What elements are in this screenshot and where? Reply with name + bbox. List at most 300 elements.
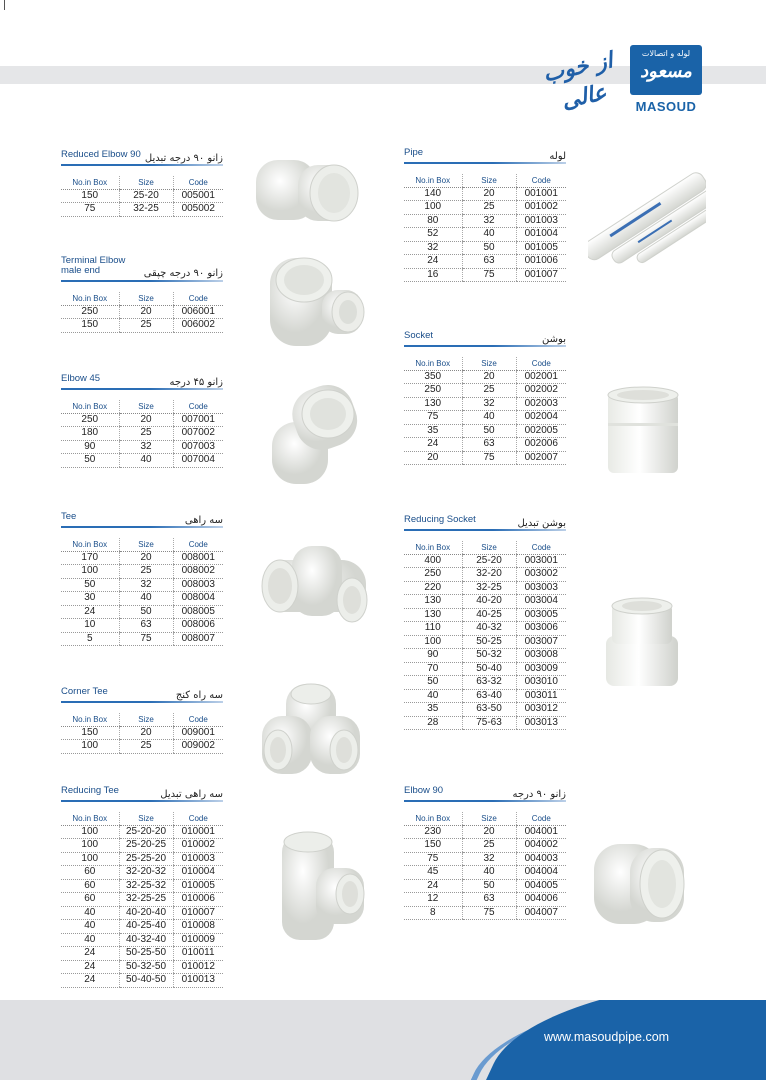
cell-size: 25 (119, 427, 173, 441)
cell-box: 100 (61, 852, 119, 866)
table-row (61, 866, 223, 880)
cell-size: 75-63 (462, 716, 516, 730)
product-table (61, 400, 223, 468)
section-title-en: Reduced Elbow 90 (61, 149, 141, 160)
cell-box: 40 (404, 689, 462, 703)
cell-box: 75 (404, 411, 462, 425)
cell-code: 001006 (516, 255, 566, 269)
cell-code: 009001 (173, 726, 223, 740)
cell-box: 40 (61, 933, 119, 947)
table-row (61, 974, 223, 988)
section-title-en: Elbow 45 (61, 373, 101, 384)
cell-size: 40-20-40 (119, 906, 173, 920)
cell-box: 230 (404, 825, 462, 839)
table-row (404, 228, 566, 242)
table-row (404, 268, 566, 282)
col-header-code: Code (173, 713, 223, 726)
cell-box: 28 (404, 716, 462, 730)
table-row (404, 581, 566, 595)
cell-box: 130 (404, 608, 462, 622)
table-row (404, 554, 566, 568)
section-title-en: Socket (404, 330, 434, 341)
section-title-en: Reducing Socket (404, 514, 476, 525)
cell-box: 180 (61, 427, 119, 441)
cell-box: 24 (404, 438, 462, 452)
table-row (61, 565, 223, 579)
table-row (61, 578, 223, 592)
cell-code: 003007 (516, 635, 566, 649)
table-row (404, 622, 566, 636)
cell-size: 25-20-25 (119, 839, 173, 853)
cell-code: 010003 (173, 852, 223, 866)
cell-code: 003013 (516, 716, 566, 730)
cell-size: 63-32 (462, 676, 516, 690)
col-header-box: No.in Box (61, 176, 119, 189)
cell-box: 250 (404, 568, 462, 582)
cell-box: 250 (61, 413, 119, 427)
col-header-size: Size (119, 713, 173, 726)
elbow-45-image (266, 378, 368, 486)
cell-box: 70 (404, 662, 462, 676)
cell-code: 007002 (173, 427, 223, 441)
cell-size: 32-20 (462, 568, 516, 582)
cell-size: 40-32 (462, 622, 516, 636)
cell-code: 002003 (516, 397, 566, 411)
cell-size: 40 (462, 866, 516, 880)
cell-code: 010011 (173, 947, 223, 961)
col-header-box: No.in Box (61, 713, 119, 726)
section-underline (404, 800, 566, 802)
cell-box: 110 (404, 622, 462, 636)
col-header-size: Size (119, 538, 173, 551)
col-header-code: Code (516, 357, 566, 370)
product-table (404, 812, 566, 920)
section-pipe (404, 148, 566, 300)
table-row (404, 384, 566, 398)
website-link[interactable]: www.masoudpipe.com (544, 1030, 670, 1044)
cell-size: 25 (462, 384, 516, 398)
section-underline (61, 388, 223, 390)
cell-size: 32 (462, 852, 516, 866)
col-header-box: No.in Box (61, 292, 119, 305)
table-row (61, 740, 223, 754)
table-row (404, 703, 566, 717)
reduced-elbow-90-image (248, 150, 374, 230)
cell-code: 010008 (173, 920, 223, 934)
cell-box: 35 (404, 703, 462, 717)
brand-tagline: لوله و اتصالات (641, 49, 691, 58)
elbow-90-image (590, 838, 690, 928)
cell-code: 003002 (516, 568, 566, 582)
cell-code: 004006 (516, 893, 566, 907)
cell-box: 75 (404, 852, 462, 866)
cell-code: 003005 (516, 608, 566, 622)
cell-size: 32-25-25 (119, 893, 173, 907)
col-header-box: No.in Box (404, 812, 462, 825)
section-underline (404, 162, 566, 164)
cell-code: 010002 (173, 839, 223, 853)
cell-size: 75 (462, 268, 516, 282)
section-reducing-tee (61, 786, 223, 992)
cell-size: 63 (462, 255, 516, 269)
cell-code: 010009 (173, 933, 223, 947)
col-header-code: Code (173, 176, 223, 189)
cell-box: 24 (61, 960, 119, 974)
section-corner-tee (61, 687, 223, 759)
cell-box: 35 (404, 424, 462, 438)
cell-size: 40-25-40 (119, 920, 173, 934)
cell-size: 20 (119, 305, 173, 319)
brand-slogan: از خوب عالی (540, 47, 615, 115)
cell-box: 12 (404, 893, 462, 907)
cell-box: 45 (404, 866, 462, 880)
cell-size: 25 (119, 740, 173, 754)
table-row (404, 595, 566, 609)
table-row (61, 893, 223, 907)
cell-box: 90 (404, 649, 462, 663)
cell-box: 24 (61, 605, 119, 619)
cell-box: 140 (404, 187, 462, 201)
table-row (61, 879, 223, 893)
table-row (404, 649, 566, 663)
cell-code: 002004 (516, 411, 566, 425)
cell-size: 40-32-40 (119, 933, 173, 947)
table-row (61, 947, 223, 961)
col-header-box: No.in Box (404, 541, 462, 554)
cell-code: 007004 (173, 454, 223, 468)
cell-code: 004002 (516, 839, 566, 853)
cell-size: 32 (119, 578, 173, 592)
cell-code: 003009 (516, 662, 566, 676)
cell-code: 010012 (173, 960, 223, 974)
cell-box: 40 (61, 906, 119, 920)
cell-box: 100 (61, 839, 119, 853)
cell-code: 003006 (516, 622, 566, 636)
col-header-code: Code (516, 812, 566, 825)
section-title-fa: بوشن تبدیل (517, 518, 566, 529)
table-row (61, 440, 223, 454)
cell-code: 004005 (516, 879, 566, 893)
table-row (61, 632, 223, 646)
cell-size: 25-20-20 (119, 825, 173, 839)
cell-code: 009002 (173, 740, 223, 754)
table-row (61, 319, 223, 333)
cell-code: 008001 (173, 551, 223, 565)
col-header-code: Code (173, 292, 223, 305)
section-underline (61, 701, 223, 703)
cell-size: 63 (462, 893, 516, 907)
table-row (404, 370, 566, 384)
cell-box: 350 (404, 370, 462, 384)
cell-size: 75 (462, 906, 516, 920)
cell-size: 40-25 (462, 608, 516, 622)
cell-box: 150 (61, 726, 119, 740)
col-header-code: Code (516, 174, 566, 187)
cell-box: 8 (404, 906, 462, 920)
cell-box: 30 (61, 592, 119, 606)
cell-size: 25-25-20 (119, 852, 173, 866)
table-row (61, 454, 223, 468)
cell-box: 250 (404, 384, 462, 398)
section-underline (61, 526, 223, 528)
cell-box: 130 (404, 595, 462, 609)
cell-size: 40 (462, 411, 516, 425)
table-row (404, 568, 566, 582)
cell-box: 400 (404, 554, 462, 568)
cell-size: 20 (119, 551, 173, 565)
table-row (404, 438, 566, 452)
pipe-image (588, 162, 706, 280)
cell-box: 24 (61, 947, 119, 961)
cell-size: 50-40 (462, 662, 516, 676)
cell-box: 150 (61, 189, 119, 203)
cell-box: 90 (61, 440, 119, 454)
cell-size: 50-32-50 (119, 960, 173, 974)
cell-code: 004007 (516, 906, 566, 920)
section-underline (61, 800, 223, 802)
table-row (404, 716, 566, 730)
cell-box: 32 (404, 241, 462, 255)
col-header-size: Size (462, 357, 516, 370)
cell-code: 008003 (173, 578, 223, 592)
table-row (61, 305, 223, 319)
corner-tee-image (258, 680, 364, 780)
cell-box: 50 (404, 676, 462, 690)
cell-size: 32 (462, 397, 516, 411)
cell-box: 100 (61, 740, 119, 754)
section-reduced-elbow-90 (61, 150, 223, 222)
cell-code: 003003 (516, 581, 566, 595)
cell-code: 001007 (516, 268, 566, 282)
section-title-fa: زانو ۹۰ درجه تبدیل (144, 153, 223, 164)
section-elbow-45 (61, 374, 223, 478)
cell-size: 32 (119, 440, 173, 454)
table-row (61, 960, 223, 974)
cell-code: 001005 (516, 241, 566, 255)
table-row (404, 635, 566, 649)
cell-size: 40-20 (462, 595, 516, 609)
cell-box: 60 (61, 879, 119, 893)
product-table (61, 176, 223, 217)
cell-box: 60 (61, 866, 119, 880)
table-row (404, 451, 566, 465)
col-header-box: No.in Box (61, 400, 119, 413)
cell-code: 002005 (516, 424, 566, 438)
col-header-size: Size (462, 541, 516, 554)
cell-box: 24 (61, 974, 119, 988)
table-row (61, 203, 223, 217)
cell-code: 004003 (516, 852, 566, 866)
col-header-code: Code (173, 400, 223, 413)
cell-code: 001001 (516, 187, 566, 201)
reducing-socket-image (602, 596, 682, 690)
col-header-box: No.in Box (61, 812, 119, 825)
section-title-fa: زانو ۹۰ درجه (512, 789, 566, 800)
cell-code: 008006 (173, 619, 223, 633)
section-title-en: Reducing Tee (61, 785, 119, 796)
cell-code: 001003 (516, 214, 566, 228)
cell-size: 25-20 (119, 189, 173, 203)
cell-size: 32-25 (119, 203, 173, 217)
product-table (61, 713, 223, 754)
cell-box: 20 (404, 451, 462, 465)
cell-box: 80 (404, 214, 462, 228)
brand-mark: مسعود (640, 61, 692, 82)
table-row (404, 825, 566, 839)
cell-box: 16 (404, 268, 462, 282)
reducing-tee-image (272, 828, 372, 944)
cell-size: 50-25-50 (119, 947, 173, 961)
col-header-size: Size (119, 176, 173, 189)
table-row (61, 920, 223, 934)
cell-code: 008004 (173, 592, 223, 606)
cell-box: 130 (404, 397, 462, 411)
table-row (404, 852, 566, 866)
col-header-code: Code (173, 812, 223, 825)
col-header-size: Size (462, 812, 516, 825)
table-row (404, 214, 566, 228)
cell-size: 50 (462, 879, 516, 893)
table-row (61, 726, 223, 740)
table-row (404, 424, 566, 438)
table-row (61, 619, 223, 633)
cell-code: 006002 (173, 319, 223, 333)
table-row (61, 551, 223, 565)
cell-box: 250 (61, 305, 119, 319)
cell-size: 25 (462, 839, 516, 853)
cell-size: 20 (462, 187, 516, 201)
product-table (404, 541, 566, 730)
cell-code: 010004 (173, 866, 223, 880)
cell-size: 63 (119, 619, 173, 633)
table-row (404, 676, 566, 690)
cell-size: 20 (119, 413, 173, 427)
section-reducing-socket (404, 515, 566, 737)
section-title-en: Pipe (404, 147, 424, 158)
table-row (404, 662, 566, 676)
cell-code: 003004 (516, 595, 566, 609)
cell-box: 24 (404, 879, 462, 893)
section-title-fa: سه راهی تبدیل (160, 789, 223, 800)
cell-box: 60 (61, 893, 119, 907)
section-underline (404, 345, 566, 347)
section-title-fa: سه راهی (184, 515, 223, 526)
cell-code: 002006 (516, 438, 566, 452)
cell-code: 001004 (516, 228, 566, 242)
cell-size: 50 (462, 241, 516, 255)
cell-code: 002007 (516, 451, 566, 465)
cell-box: 75 (61, 203, 119, 217)
table-row (404, 608, 566, 622)
cell-size: 75 (119, 632, 173, 646)
cell-size: 25-20 (462, 554, 516, 568)
section-title-fa: بوشن (542, 334, 566, 345)
cell-code: 003008 (516, 649, 566, 663)
col-header-box: No.in Box (61, 538, 119, 551)
cell-code: 002001 (516, 370, 566, 384)
table-row (404, 839, 566, 853)
cell-box: 220 (404, 581, 462, 595)
col-header-box: No.in Box (404, 357, 462, 370)
col-header-box: No.in Box (404, 174, 462, 187)
cell-size: 20 (462, 370, 516, 384)
cell-size: 63-40 (462, 689, 516, 703)
cell-size: 32 (462, 214, 516, 228)
cell-size: 25 (119, 319, 173, 333)
table-row (61, 906, 223, 920)
section-title-en-line2: male end (61, 265, 101, 276)
table-row (404, 893, 566, 907)
col-header-code: Code (173, 538, 223, 551)
cell-size: 50-25 (462, 635, 516, 649)
col-header-size: Size (119, 812, 173, 825)
col-header-size: Size (119, 400, 173, 413)
section-elbow-90 (404, 786, 566, 938)
cell-size: 75 (462, 451, 516, 465)
cell-box: 170 (61, 551, 119, 565)
cell-size: 50 (119, 605, 173, 619)
table-row (404, 187, 566, 201)
section-title-fa: سه راه کنج (175, 690, 223, 701)
cell-code: 003012 (516, 703, 566, 717)
table-row (61, 189, 223, 203)
product-table (61, 538, 223, 646)
table-row (61, 825, 223, 839)
table-row (404, 241, 566, 255)
product-table (404, 357, 566, 465)
cell-code: 005002 (173, 203, 223, 217)
cell-size: 20 (462, 825, 516, 839)
socket-image (604, 385, 682, 477)
cell-code: 004001 (516, 825, 566, 839)
col-header-size: Size (462, 174, 516, 187)
cell-code: 010001 (173, 825, 223, 839)
cell-size: 25 (119, 565, 173, 579)
cell-box: 150 (404, 839, 462, 853)
footer-band (0, 1000, 766, 1080)
cell-size: 25 (462, 201, 516, 215)
cell-size: 40 (462, 228, 516, 242)
table-row (61, 413, 223, 427)
product-table (61, 292, 223, 333)
section-tee (61, 512, 223, 672)
table-row (61, 605, 223, 619)
cell-box: 150 (61, 319, 119, 333)
terminal-elbow-image (262, 250, 372, 350)
product-table (404, 174, 566, 282)
cell-size: 40 (119, 592, 173, 606)
cell-box: 100 (404, 635, 462, 649)
section-title-en: Tee (61, 511, 77, 522)
cell-size: 32-25-32 (119, 879, 173, 893)
cell-size: 63-50 (462, 703, 516, 717)
table-row (404, 879, 566, 893)
table-row (404, 689, 566, 703)
cell-code: 004004 (516, 866, 566, 880)
section-underline (404, 529, 566, 531)
cell-box: 50 (61, 454, 119, 468)
cell-code: 002002 (516, 384, 566, 398)
table-row (404, 906, 566, 920)
cell-size: 40 (119, 454, 173, 468)
table-row (61, 592, 223, 606)
table-row (404, 201, 566, 215)
table-row (61, 933, 223, 947)
cell-code: 006001 (173, 305, 223, 319)
cell-box: 100 (61, 565, 119, 579)
cell-code: 005001 (173, 189, 223, 203)
cell-box: 40 (61, 920, 119, 934)
